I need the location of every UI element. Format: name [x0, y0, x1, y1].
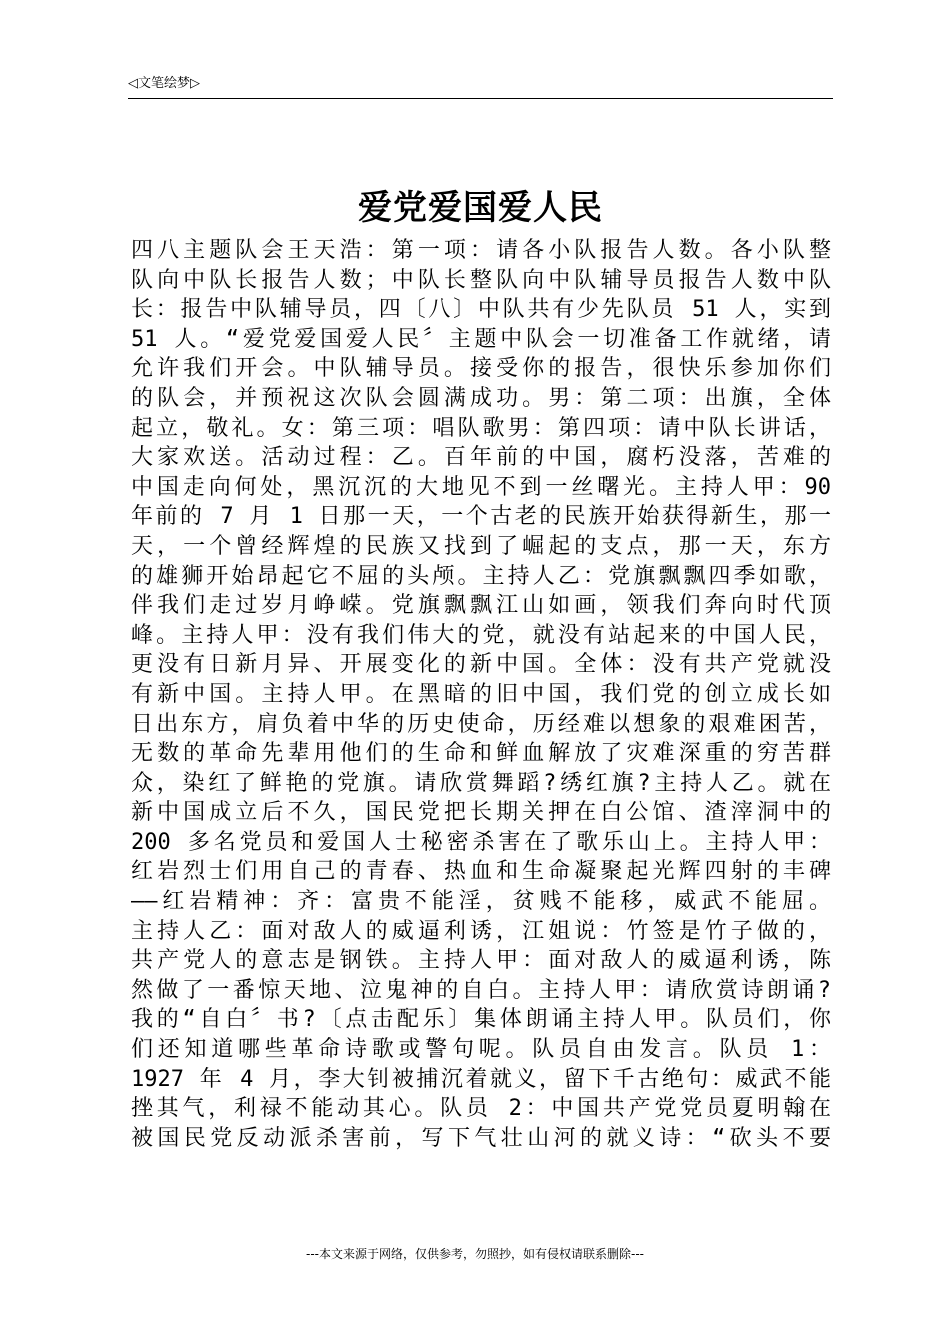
body-line: 四八主题队会王天浩：第一项：请各小队报告人数。各小队整 [131, 238, 831, 263]
body-line: ——红岩精神：齐：富贵不能淫，贫贱不能移，威武不能屈。 [131, 889, 831, 915]
body-line: 长：报告中队辅导员，四〔八〕中队共有少先队员 51 人，实到 [131, 297, 831, 323]
body-line: 允许我们开会。中队辅导员。接受你的报告，很快乐参加你们 [131, 356, 831, 382]
page-footer: ---本文来源于网络，仅供参考，勿照抄，如有侵权请联系删除--- [306, 1247, 644, 1261]
body-line: 然做了一番惊天地、泣鬼神的自白。主持人甲：请欣赏诗朗诵? [131, 977, 831, 1003]
body-line: 的队会，并预祝这次队会圆满成功。男：第二项：出旗，全体 [131, 385, 831, 411]
body-line: 大家欢送。活动过程：乙。百年前的中国，腐朽没落，苦难的 [131, 445, 831, 471]
body-line: 主持人乙：面对敌人的威逼利诱，江姐说：竹签是竹子做的， [131, 918, 831, 944]
body-line: 被国民党反动派杀害前，写下气壮山河的就义诗：“砍头不要 [131, 1125, 831, 1151]
body-line: 200 多名党员和爱国人士秘密杀害在了歌乐山上。主持人甲： [131, 829, 831, 855]
document-title: 爱党爱国爱人民 [358, 188, 603, 228]
body-line: 年前的 7 月 1 日那一天，一个古老的民族开始获得新生，那一 [131, 504, 831, 530]
body-line: 挫其气，利禄不能动其心。队员 2：中国共产党党员夏明翰在 [131, 1096, 831, 1122]
body-line: 日出东方，肩负着中华的历史使命，历经难以想象的艰难困苦， [131, 711, 831, 737]
body-line: 有新中国。主持人甲。在黑暗的旧中国，我们党的创立成长如 [131, 681, 831, 707]
body-line: 红岩烈士们用自己的青春、热血和生命凝聚起光辉四射的丰碑 [131, 859, 831, 885]
page-header [128, 74, 833, 99]
body-line: 起立，敬礼。女：第三项：唱队歌男：第四项：请中队长讲话， [131, 415, 831, 441]
body-line: 的雄狮开始昂起它不屈的头颅。主持人乙：党旗飘飘四季如歌， [131, 563, 831, 589]
body-line: 共产党人的意志是钢铁。主持人甲：面对敌人的威逼利诱，陈 [131, 948, 831, 974]
body-line: 更没有日新月异、开展变化的新中国。全体：没有共产党就没 [131, 652, 831, 678]
body-line: 队向中队长报告人数；中队长整队向中队辅导员报告人数中队 [131, 267, 831, 293]
body-line: 新中国成立后不久，国民党把长期关押在白公馆、渣滓洞中的 [131, 800, 831, 826]
document-body [131, 236, 831, 1153]
body-line: 中国走向何处，黑沉沉的大地见不到一丝曙光。主持人甲：90 [131, 474, 831, 500]
header-brand-text: ◁文笔绘梦▷ [128, 76, 200, 91]
body-line: 我的“自白〞书?〔点击配乐〕集体朗诵主持人甲。队员们，你 [131, 1007, 831, 1033]
body-line: 51 人。“爱党爱国爱人民〞主题中队会一切准备工作就绪，请 [131, 326, 831, 352]
body-line: 天，一个曾经辉煌的民族又找到了崛起的支点，那一天，东方 [131, 533, 831, 559]
body-line: 们还知道哪些革命诗歌或警句呢。队员自由发言。队员 1： [131, 1037, 831, 1063]
body-line: 伴我们走过岁月峥嵘。党旗飘飘江山如画，领我们奔向时代顶 [131, 593, 831, 619]
body-line: 众，染红了鲜艳的党旗。请欣赏舞蹈?绣红旗?主持人乙。就在 [131, 770, 831, 796]
body-line: 无数的革命先辈用他们的生命和鲜血解放了灾难深重的穷苦群 [131, 741, 831, 767]
body-line: 峰。主持人甲：没有我们伟大的党，就没有站起来的中国人民， [131, 622, 831, 648]
body-line: 1927 年 4 月，李大钊被捕沉着就义，留下千古绝句：威武不能 [131, 1066, 831, 1092]
